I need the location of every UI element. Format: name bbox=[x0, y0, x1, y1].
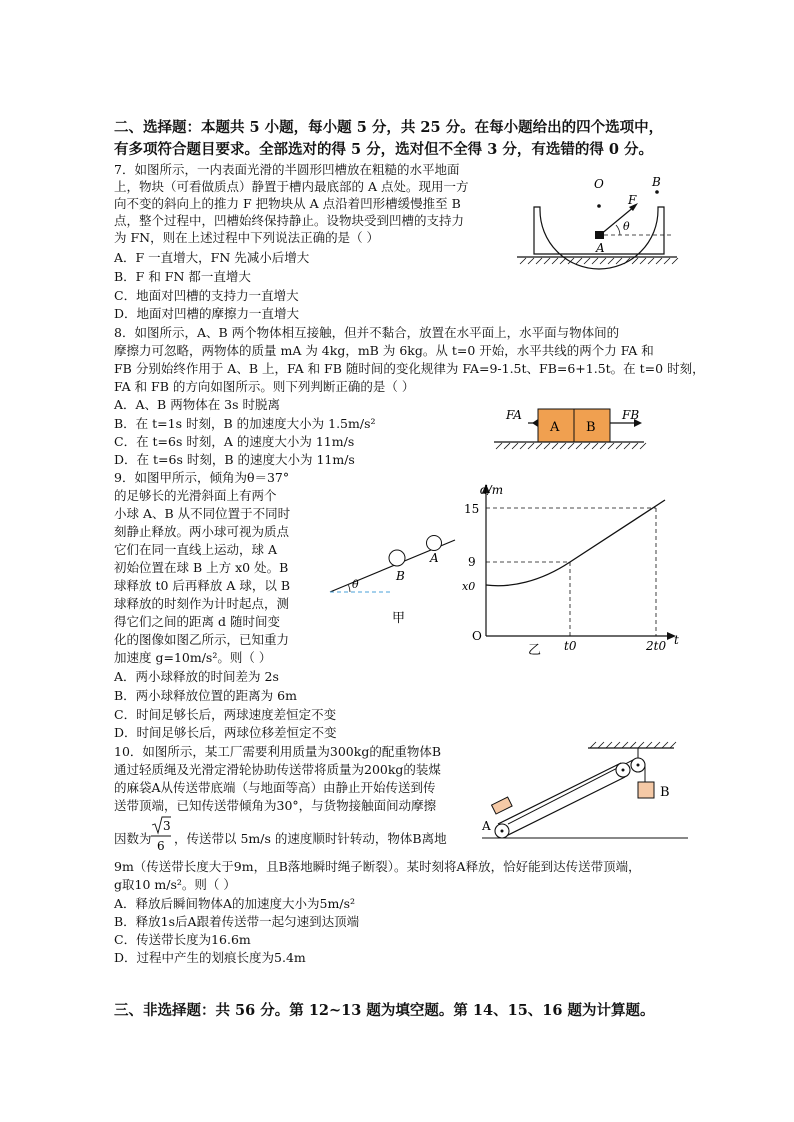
q10-line-1: 10．如图所示，某工厂需要利用质量为300kg的配重物体B bbox=[114, 744, 442, 759]
label-block-a: A bbox=[550, 420, 560, 435]
q9-option-b: B．两小球释放位置的距离为 6m bbox=[114, 688, 297, 703]
label-a: A bbox=[596, 241, 605, 255]
q7-line-2: 上，物块（可看做质点）静置于槽内最底部的 A 点处。现用一方 bbox=[114, 179, 469, 194]
q9-line-9: 得它们之间的距离 d 随时间变 bbox=[114, 614, 280, 629]
q8-option-d: D．在 t=6s 时刻，B 的速度大小为 11m/s bbox=[114, 452, 355, 467]
q7-option-b: B．F 和 FN 都一直增大 bbox=[114, 269, 251, 284]
label-o: O bbox=[594, 177, 604, 191]
origin-label: O bbox=[472, 629, 482, 643]
center-point-o bbox=[597, 204, 601, 208]
point-b bbox=[655, 190, 659, 194]
q9-line-2: 的足够长的光滑斜面上有两个 bbox=[114, 488, 277, 503]
force-f-arrow bbox=[600, 206, 635, 235]
q9-line-11: 加速度 g=10m/s²。则（ ） bbox=[114, 650, 272, 665]
q7-option-c: C．地面对凹槽的支持力一直增大 bbox=[114, 288, 299, 303]
ceiling-hatching bbox=[590, 742, 676, 748]
ball-b bbox=[389, 550, 405, 566]
q9-line-7: 球释放 t0 后再释放 A 球，以 B bbox=[114, 578, 291, 593]
q8-option-c: C．在 t=6s 时刻，A 的速度大小为 11m/s bbox=[114, 434, 355, 449]
ball-a bbox=[427, 536, 442, 551]
force-fa-arrowhead bbox=[532, 419, 538, 427]
label-f: F bbox=[628, 193, 637, 207]
q10-option-a: A．释放后瞬间物体A的加速度大小为5m/s² bbox=[114, 896, 355, 911]
label-fb: FB bbox=[622, 408, 640, 422]
q9-line-6: 初始位置在球 B 上方 x0 处。B bbox=[114, 560, 289, 575]
q10-line-5-suffix: ，传送带以 5m/s 的速度顺时针转动，物体B离地 bbox=[174, 831, 447, 846]
d-t-curve bbox=[486, 500, 665, 586]
q7-line-5: 为 FN，则在上述过程中下列说法正确的是（ ） bbox=[114, 230, 380, 245]
section-2-heading-line-2: 有多项符合题目要求。全部选对的得 5 分，选对但不全得 3 分，有选错的得 0 分。 bbox=[114, 141, 654, 158]
q8-figure bbox=[488, 398, 662, 454]
top-roller-axle bbox=[622, 769, 625, 772]
q9-line-4: 刻静止释放。两小球可视为质点 bbox=[114, 524, 290, 539]
q9-option-d: D．时间足够长后，两球位移差恒定不变 bbox=[114, 725, 337, 740]
fraction-denominator: 6 bbox=[157, 839, 165, 853]
label-a: A bbox=[482, 819, 491, 833]
q10-line-2: 通过轻质绳及光滑定滑轮协助传送带将质量为200kg的装煤 bbox=[114, 762, 441, 777]
rope-to-a bbox=[508, 760, 633, 824]
theta-arc bbox=[349, 585, 351, 592]
caption-yi: 乙 bbox=[528, 643, 542, 658]
q10-figure bbox=[478, 740, 690, 846]
q10-line-4: 送带顶端，已知传送带倾角为30°，与货物接触面间动摩擦 bbox=[114, 798, 437, 813]
q7-line-3: 向不变的斜向上的推力 F 把物块从 A 点沿着凹形槽缓慢推至 B bbox=[114, 196, 461, 211]
weight-b bbox=[638, 782, 654, 798]
label-b: B bbox=[652, 175, 661, 189]
q7-line-1: 7．如图所示，一内表面光滑的半圆形凹槽放在粗糙的水平地面 bbox=[114, 162, 460, 177]
label-a: A bbox=[430, 551, 439, 565]
sack-a bbox=[492, 797, 513, 814]
theta-arc bbox=[616, 225, 620, 235]
q10-option-c: C．传送带长度为16.6m bbox=[114, 932, 251, 947]
q7-line-4: 点，整个过程中，凹槽始终保持静止。设物块受到凹槽的支持力 bbox=[114, 213, 465, 228]
q10-option-b: B．释放1s后A跟着传送带一起匀速到达顶端 bbox=[114, 914, 360, 929]
sqrt-numerator: 3 bbox=[163, 819, 171, 833]
sack-a-rect bbox=[492, 797, 513, 814]
tick-label-9: 9 bbox=[468, 555, 476, 569]
bottom-roller-axle bbox=[501, 830, 504, 833]
section-3-heading: 三、非选择题：共 56 分。第 12~13 题为填空题。第 14、15、16 题为计算题。 bbox=[114, 1002, 655, 1019]
q9-line-5: 它们在同一直线上运动，球 A bbox=[114, 542, 278, 557]
label-block-b: B bbox=[586, 420, 596, 435]
tick-label-x0: x0 bbox=[462, 580, 476, 593]
belt-top bbox=[498, 763, 621, 824]
tick-label-2t0: 2t0 bbox=[646, 639, 667, 653]
q9-option-c: C．时间足够长后，两球速度差恒定不变 bbox=[114, 707, 337, 722]
tick-label-15: 15 bbox=[464, 502, 480, 516]
caption-jia: 甲 bbox=[392, 611, 406, 626]
q9-line-8: 球释放的时刻作为计时起点，测 bbox=[114, 596, 290, 611]
label-b: B bbox=[396, 569, 405, 583]
q8-option-a: A．A、B 两物体在 3s 时脱离 bbox=[114, 397, 281, 412]
q10-line-5-prefix: 因数为 bbox=[114, 831, 152, 846]
q9-line-3: 小球 A、B 从不同位置于不同时 bbox=[114, 506, 291, 521]
friction-coefficient-fraction bbox=[150, 815, 172, 859]
q10-option-d: D．过程中产生的划痕长度为5.4m bbox=[114, 950, 306, 965]
q7-option-d: D．地面对凹槽的摩擦力一直增大 bbox=[114, 306, 300, 321]
label-b: B bbox=[660, 785, 670, 800]
q9-figure-jia bbox=[310, 530, 460, 630]
x-axis-label: t bbox=[674, 633, 679, 647]
q8-line-4: FA 和 FB 的方向如图所示。则下列判断正确的是（ ） bbox=[114, 379, 415, 394]
q8-option-b: B．在 t=1s 时刻，B 的加速度大小为 1.5m/s² bbox=[114, 416, 376, 431]
q7-figure bbox=[512, 172, 682, 270]
q9-line-1: 9．如图甲所示，倾角为θ＝37° bbox=[114, 470, 290, 485]
q8-line-2: 摩擦力可忽略，两物体的质量 mA 为 4kg，mB 为 6kg。从 t=0 开始，水平共线的两个力 FA 和 bbox=[114, 343, 654, 358]
q9-line-10: 化的图像如图乙所示，已知重力 bbox=[114, 632, 290, 647]
y-axis-label: d/m bbox=[480, 483, 504, 497]
q8-line-3: FB 分别始终作用于 A、B 上，FA 和 FB 随时间的变化规律为 FA=9-1.5t、FB=6+1.5t。在 t=0 时刻， bbox=[114, 361, 705, 376]
label-theta: θ bbox=[623, 220, 630, 233]
q10-line-7: g取10 m/s²。则（ ） bbox=[114, 877, 236, 892]
q7-option-a: A．F 一直增大，FN 先减小后增大 bbox=[114, 250, 310, 265]
q10-line-6: 9m（传送带长度大于9m，且B落地瞬时绳子断裂）。某时刻将A释放，恰好能到达传送带顶端， bbox=[114, 859, 641, 874]
belt-bottom bbox=[502, 777, 625, 838]
tick-label-t0: t0 bbox=[564, 639, 577, 653]
label-theta: θ bbox=[352, 578, 359, 591]
q9-figure-yi bbox=[460, 478, 690, 658]
pulley-axle bbox=[637, 764, 640, 767]
label-fa: FA bbox=[506, 408, 522, 422]
section-2-heading-line-1: 二、选择题：本题共 5 小题，每小题 5 分，共 25 分。在每小题给出的四个选项中， bbox=[114, 119, 664, 136]
q10-line-3: 的麻袋A从传送带底端（与地面等高）由静止开始传送到传 bbox=[114, 780, 436, 795]
q9-option-a: A．两小球释放的时间差为 2s bbox=[114, 669, 279, 684]
q8-line-1: 8．如图所示，A、B 两个物体相互接触，但并不黏合，放置在水平面上，水平面与物体间的 bbox=[114, 325, 620, 340]
ground-hatching bbox=[496, 443, 646, 449]
